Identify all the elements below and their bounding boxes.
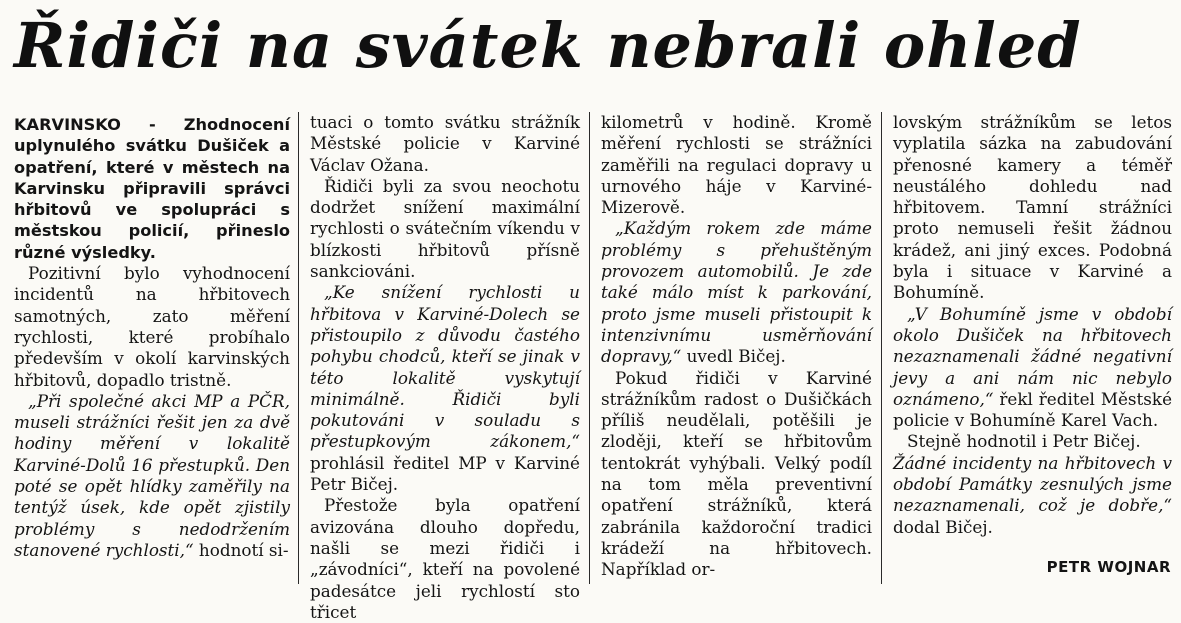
- quote: „Ke snížení rychlosti u hřbitova v Karviné-Dolech se přistoupilo z důvodu častého pohybu chodců, kteří se jinak v této lokalitě vyskytují minimálně. Řidiči byli pokutováni v souladu s přestupkovým zákonem,“: [310, 282, 580, 452]
- quote: „V Bohumíně jsme v období okolo Dušiček na hřbitovech nezaznamenali žádné negativní jevy a ani nám nic nebylo oznámeno,“: [893, 303, 1172, 409]
- column-4: [893, 112, 1172, 600]
- paragraph: lovským strážníkům se letos vyplatila sázka na zabudování přenosné kamery a téměř neustálého dohledu nad hřbitovem. Tamní strážníci proto nemuseli řešit žádnou krádež, ani jiný exces. Podobná byla i situace v Karviné a Bohumíně.: [893, 112, 1172, 303]
- paragraph: Pozitivní bylo vyhodnocení incidentů na hřbitovech samotných, zato měření rychlosti, které probíhalo především v okolí karvinských hřbitovů, dopadlo tristně.: [14, 263, 290, 390]
- paragraph: [893, 453, 1172, 538]
- paragraph: [310, 282, 580, 495]
- column-1: [14, 114, 290, 602]
- paragraph: [14, 391, 290, 561]
- paragraph: kilometrů v hodině. Kromě měření rychlosti se strážníci zaměřili na regulaci dopravy u urnového háje v Karviné-Mizerově.: [601, 112, 872, 218]
- column-2: [310, 112, 580, 622]
- paragraph: Pokud řidiči v Karviné strážníkům radost o Dušičkách příliš neudělali, potěšili je zloději, kteří se hřbitovům tentokrát vyhýbali. Velký podíl na tom měla preventivní opatření strážníků, která zabránila každoroční tradici krádeží na hřbitovech. Například or-: [601, 367, 872, 580]
- quote: „Každým rokem zde máme problémy s přehuštěným provozem automobilů. Je zde také málo míst k parkování, proto jsme museli přistoupit k intenzivnímu usměrňování dopravy,“: [601, 218, 872, 367]
- paragraph-text: řekl ředitel Městské policie v Bohumíně Karel Vach.: [893, 388, 1172, 431]
- paragraph-text: prohlásil ředitel MP v Karviné Petr Bičej.: [310, 452, 580, 495]
- article-headline: Řidiči na svátek nebrali ohled: [14, 9, 1082, 82]
- paragraph: Řidiči byli za svou neochotu dodržet snížení maximální rychlosti o svátečním víkendu v blízkosti hřbitovů přísně sankciováni.: [310, 175, 580, 282]
- quote: „Při společné akci MP a PČR, museli strážníci řešit jen za dvě hodiny měření v lokalitě Karviné-Dolů 16 přestupků. Den poté se opět hlídky zaměřily na tentýž úsek, kde opět zjistily problémy s nedodržením stanovené rychlosti,“: [14, 390, 290, 560]
- paragraph: Stejně hodnotil i Petr Bičej.: [907, 431, 1141, 452]
- paragraph: tuaci o tomto svátku strážník Městské policie v Karviné Václav Ožana.: [310, 112, 580, 175]
- article-lead: KARVINSKO - Zhodnocení uplynulého svátku Dušiček a opatření, které v městech na Karvinsku připravili správci hřbitovů ve spolupráci s městskou policií, přineslo různé výsledky.: [14, 115, 290, 262]
- paragraph: [601, 218, 872, 367]
- article-body: [0, 96, 1181, 622]
- author-byline: PETR WOJNAR: [1046, 558, 1171, 576]
- paragraph-text: hodnotí si-: [193, 539, 289, 560]
- quote: Žádné incidenty na hřbitovech v období Památky zesnulých jsme nezaznamenali, což je dobře,“: [893, 452, 1172, 516]
- paragraph: Přestože byla opatření avizována dlouho dopředu, našli se mezi řidiči i „závodníci“, kteří na povolené padesátce jeli rychlostí sto třicet: [310, 495, 580, 622]
- paragraph: [893, 304, 1172, 432]
- paragraph-text: dodal Bičej.: [893, 516, 993, 537]
- column-3: [601, 112, 872, 600]
- paragraph-text: uvedl Bičej.: [681, 346, 786, 367]
